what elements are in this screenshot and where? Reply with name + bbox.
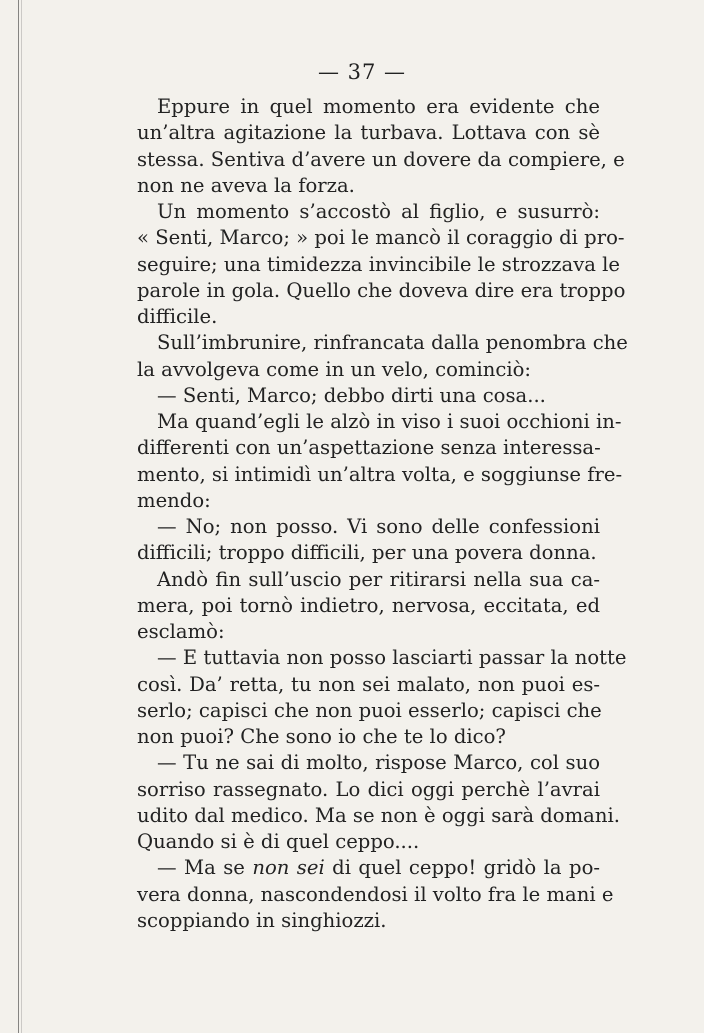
text-line: Quando si è di quel ceppo.... [137,830,420,853]
text-line: mera, poi tornò indietro, nervosa, eccitata, ed [137,593,600,617]
text-line: differenti con un’aspettazione senza interessa- [137,436,601,460]
text-line-final-1 [137,855,600,881]
text-line: esclamò: [137,620,225,643]
text-line: — No; non posso. Vi sono delle confessioni [157,515,600,538]
text-line-final-2: vera donna, nascondendosi il volto fra le mani e [137,882,614,906]
text-line: mendo: [137,488,211,512]
text-fragment: di quel ceppo! gridò la po- [324,856,600,880]
text-line: non ne aveva la forza. [137,173,355,197]
text-line: Andò fin sull’uscio per ritirarsi nella sua ca- [157,567,600,591]
text-line: Sull’imbrunire, rinfrancata dalla penombra che [157,331,628,355]
text-line: sorriso rassegnato. Lo dici oggi perchè l’avrai [137,777,600,801]
text-line: la avvolgeva come in un velo, cominciò: [137,357,531,381]
text-line: non puoi? Che sono io che te lo dico? [137,725,506,748]
text-line: Ma quand’egli le alzò in viso i suoi occhioni in- [157,410,622,433]
text-line: — Tu ne sai di molto, rispose Marco, col suo [157,751,600,775]
text-line: Un momento s’accostò al figlio, e susurrò: [157,200,600,223]
text-line: parole in gola. Quello che doveva dire era troppo [137,278,626,302]
text-fragment: — Ma se [157,856,253,880]
text-line: udito dal medico. Ma se non è oggi sarà domani. [137,803,620,827]
text-line: serlo; capisci che non puoi esserlo; capisci che [137,698,602,722]
text-line-final-3: scoppiando in singhiozzi. [137,908,387,932]
text-line: Eppure in quel momento era evidente che [157,95,600,118]
italic-fragment: non sei [252,856,325,880]
text-line: « Senti, Marco; » poi le mancò il coraggio di pro- [137,226,625,250]
text-line: — Senti, Marco; debbo dirti una cosa... [157,383,546,407]
text-line: stessa. Sentiva d’avere un dovere da compiere, e [137,147,625,171]
text-line: difficili; troppo difficili, per una povera donna. [137,541,597,565]
text-line: seguire; una timidezza invincibile le strozzava le [137,252,621,276]
binding-edge-shadow [21,0,22,1033]
binding-edge [18,0,19,1033]
text-line: un’altra agitazione la turbava. Lottava con sè [137,121,600,145]
text-line: — E tuttavia non posso lasciarti passar la notte [157,646,627,670]
page-number: — 37 — [317,60,407,84]
text-line: mento, si intimidì un’altra volta, e soggiunse fre- [137,462,623,486]
body-text [137,94,628,934]
text-line: difficile. [137,305,218,328]
text-line: così. Da’ retta, tu non sei malato, non puoi es- [137,672,600,696]
